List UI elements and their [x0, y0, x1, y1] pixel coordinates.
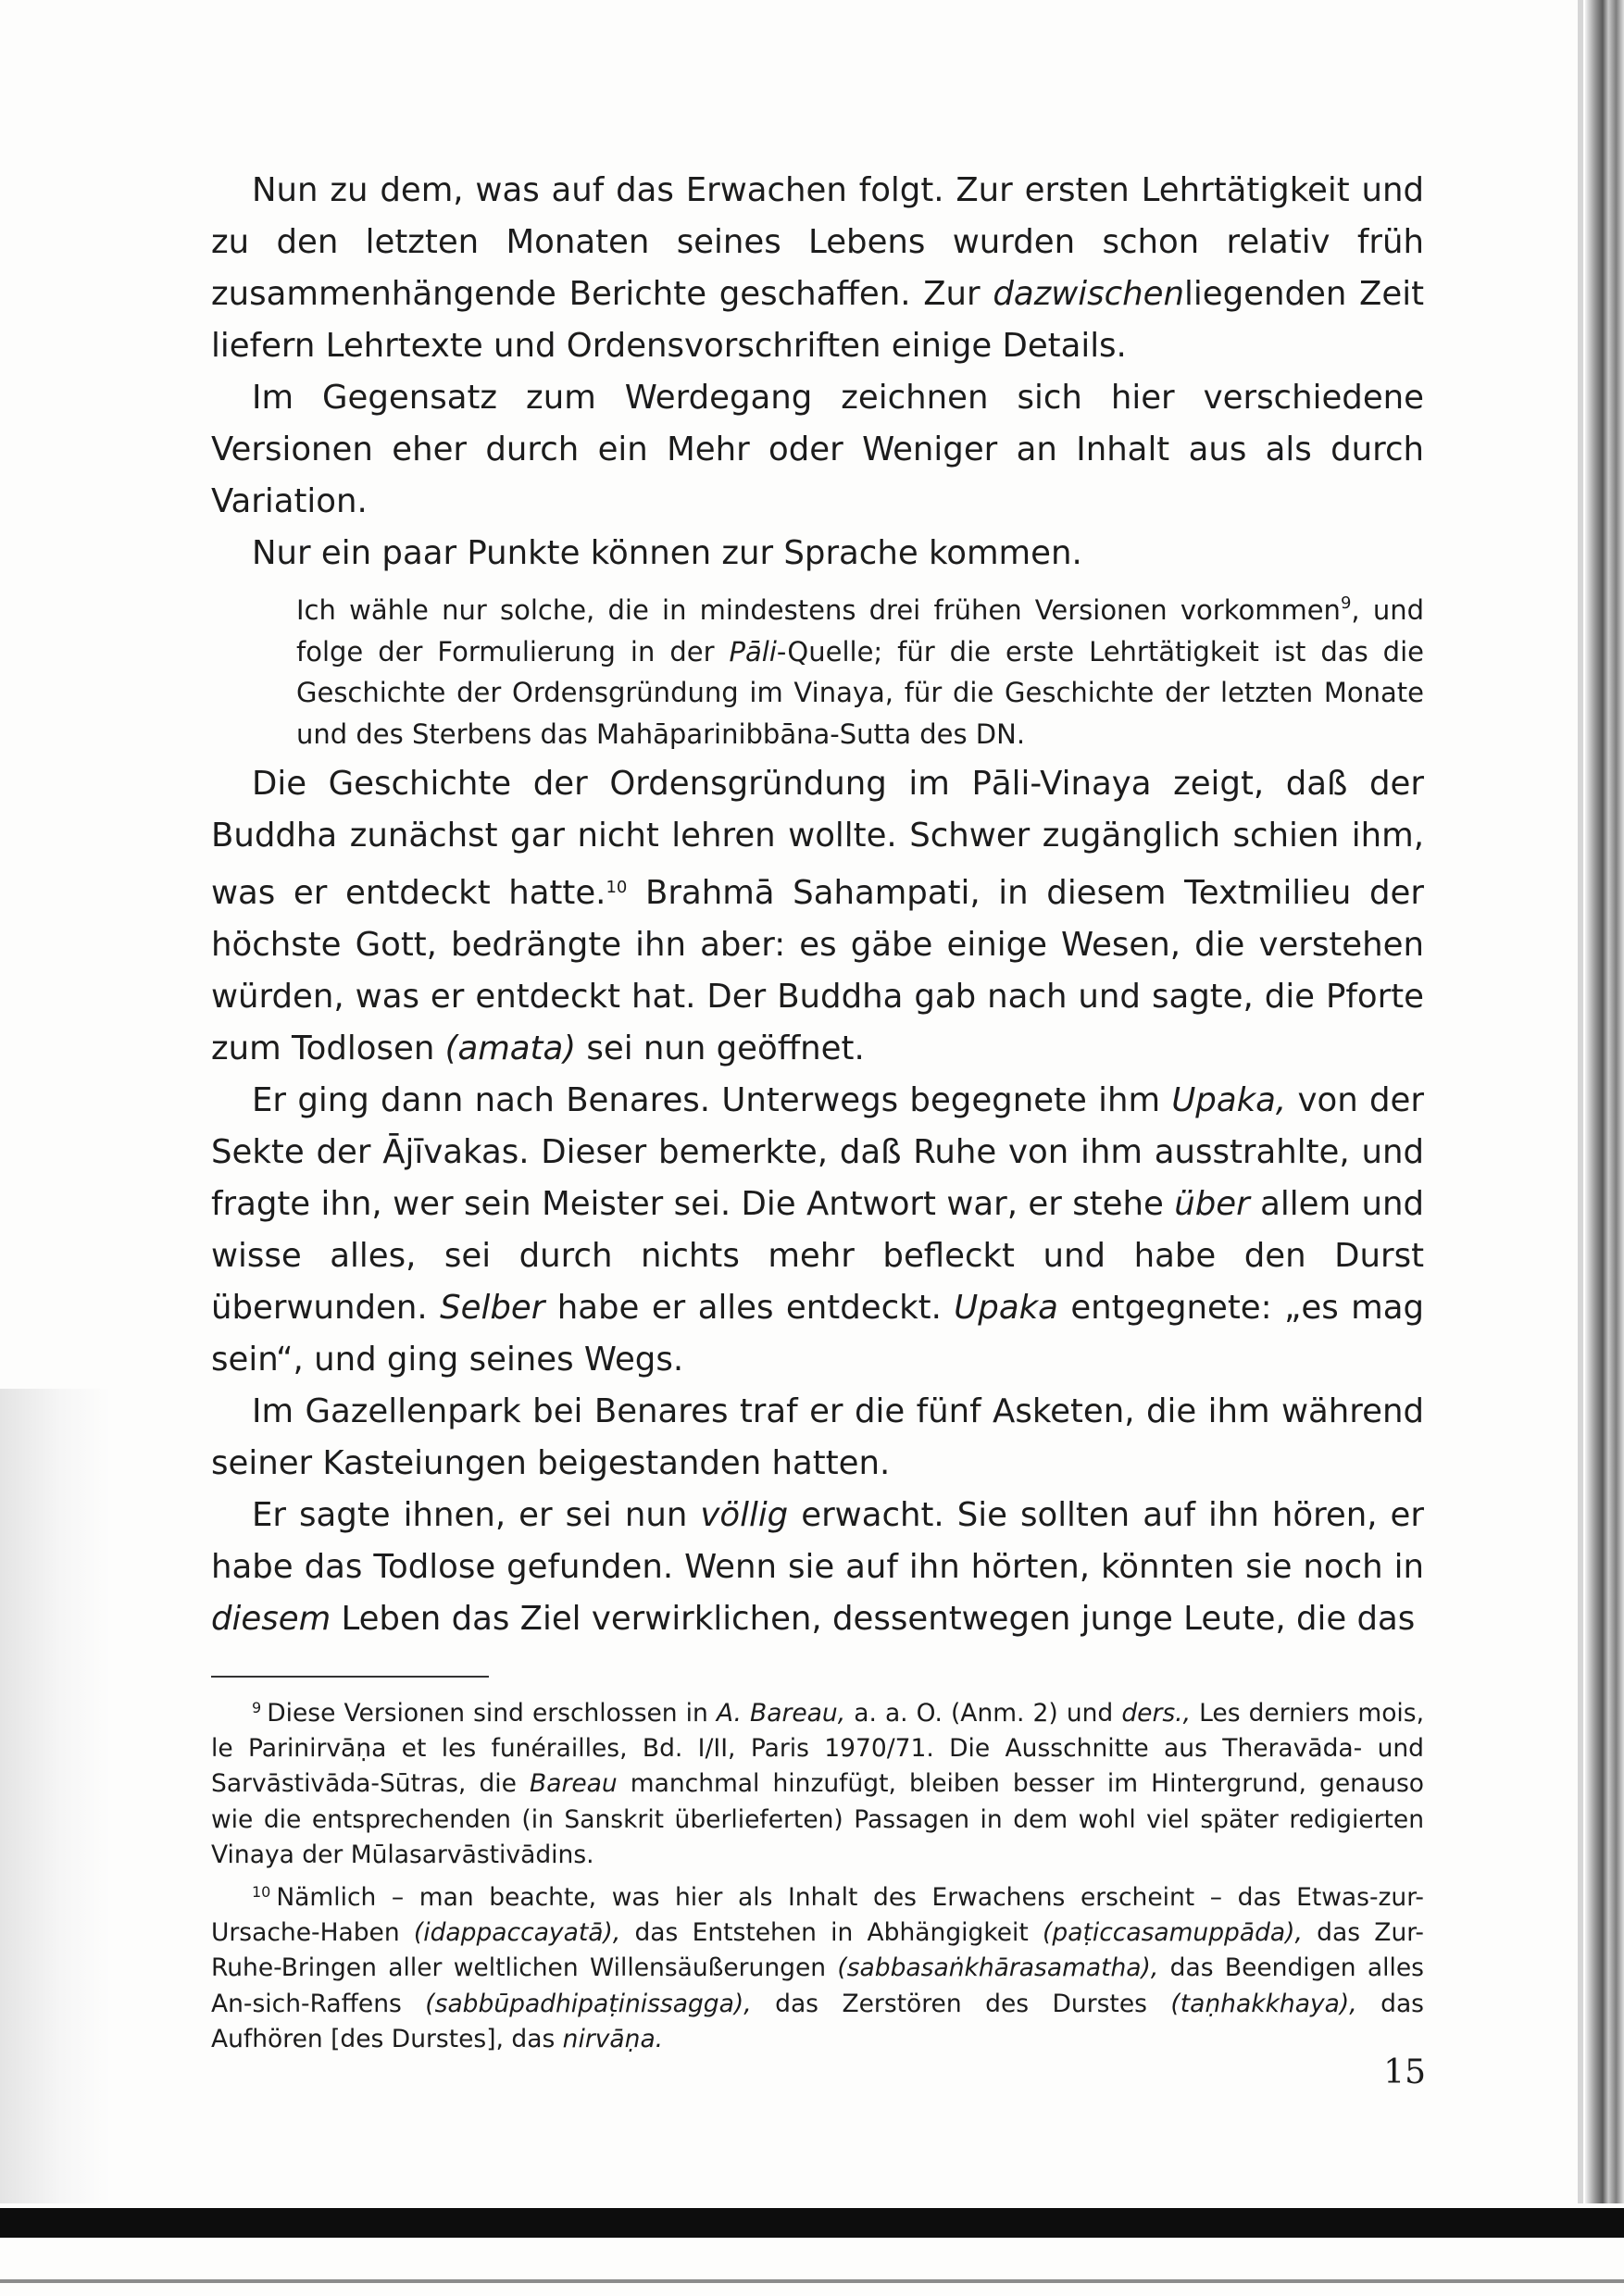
main-text	[211, 165, 1424, 1645]
footnotes	[211, 1691, 1424, 2059]
footnote-ref-10: 10	[606, 878, 628, 897]
paragraph-6: Im Gazellenpark bei Benares traf er die fünf Asketen, die ihm während seiner Kasteiungen beigestanden hatten.	[211, 1392, 1424, 1482]
scan-shadow-left	[0, 1389, 111, 2203]
scan-edge-right	[1585, 0, 1624, 2203]
indented-note-block: Ich wähle nur solche, die in mindestens drei frühen Versionen vorkommen$^9$, und folge der Formulierung in der Pāli-Quelle; für die erste Lehrtätigkeit ist das die Geschichte der Ordensgründung im Vinaya, für die Geschichte der letzten Monate und des Sterbens das Mahāparinibbāna-Sutta des DN.	[296, 593, 1424, 750]
paragraph-2: Im Gegensatz zum Werdegang zeichnen sich hier verschiedene Versionen eher durch ein Mehr oder Weniger an Inhalt aus als durch Variation.	[211, 379, 1424, 520]
paragraph-1: Nun zu dem, was auf das Erwachen folgt. Zur ersten Lehrtätigkeit und zu den letzten Monaten seines Lebens wurden schon relativ früh zusammenhängende Berichte geschaffen. Zur dazwischenliegenden Zeit liefern Lehrtexte und Ordensvorschriften einige Details.	[211, 171, 1424, 365]
scan-edge-line	[1578, 0, 1583, 2203]
paragraph-3: Nur ein paar Punkte können zur Sprache kommen.	[252, 534, 1082, 572]
footnote-ref-9: 9	[1340, 593, 1352, 613]
footnote-9: $^9$ Diese Versionen sind erschlossen in A. Bareau, a. a. O. (Anm. 2) und ders., Les derniers mois, le Parinirvāṇa et les funérailles, Bd. I/II, Paris 1970/71. Die Ausschnitte aus Theravāda- und Sarvāstivāda-Sūtras, die Bareau manchmal hinzufügt, bleiben besser im Hintergrund, genauso wie die entsprechenden (in Sanskrit überlieferten) Passagen in dem wohl viel später redigierten Vinaya der Mūlasarvāstivādins.	[211, 1699, 1424, 1869]
scan-bottom-rule	[0, 2279, 1624, 2283]
scan-bottom-band	[0, 2208, 1624, 2238]
paragraph-5: Er ging dann nach Benares. Unterwegs begegnete ihm Upaka, von der Sekte der Ājīvakas. Dieser bemerkte, daß Ruhe von ihm ausstrahlte, und fragte ihn, wer sein Meister sei. Die Antwort war, er stehe über allem und wisse alles, sei durch nichts mehr befleckt und habe den Durst überwunden. Selber habe er alles entdeckt. Upaka entgegnete: „es mag sein“, und ging seines Wegs.	[211, 1081, 1425, 1379]
footnote-separator	[211, 1676, 489, 1678]
footnote-10: $^{10}$ Nämlich – man beachte, was hier als Inhalt des Erwachens erscheint – das Etwas-zur-Ursache-Haben (idappaccayatā), das Entstehen in Abhängigkeit (paṭiccasamuppāda), das Zur-Ruhe-Bringen aller weltlichen Willensäußerungen (sabbasaṅkhārasamatha), das Beendigen alles An-sich-Raffens (sabbūpadhipaṭinissagga), das Zerstören des Durstes (taṇhakkhaya), das Aufhören [des Durstes], das nirvāṇa.	[211, 1883, 1424, 2053]
paragraph-7: Er sagte ihnen, er sei nun völlig erwacht. Sie sollten auf ihn hören, er habe das Todlose gefunden. Wenn sie auf ihn hörten, könnten sie noch in diesem Leben das Ziel verwirklichen, dessentwegen junge Leute, die das	[211, 1496, 1424, 1638]
page-number: 15	[1383, 2053, 1426, 2091]
paragraph-4: Die Geschichte der Ordensgründung im Pāli-Vinaya zeigt, daß der Buddha zunächst gar nicht lehren wollte. Schwer zugänglich schien ihm, was er entdeckt hatte.$^{10}$ Brahmā Sahampati, in diesem Textmilieu der höchste Gott, bedrängte ihn aber: es gäbe einige Wesen, die verstehen würden, was er entdeckt hat. Der Buddha gab nach und sagte, die Pforte zum Todlosen (amata) sei nun geöffnet.	[211, 765, 1424, 1067]
